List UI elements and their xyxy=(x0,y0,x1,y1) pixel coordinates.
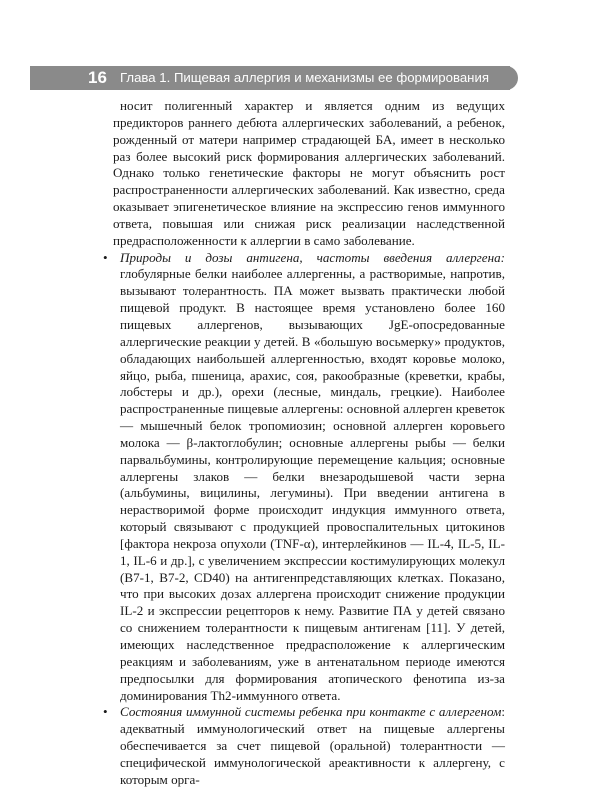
bullet-text-antigen: глобулярные белки наиболее аллергенны, а растворимые, напротив, вызывают толерантность. ПА может вызвать практически любой пищевой продукт. В настоящее время установлено более 160 пищевых аллергенов, вызывающих JgE-опосредованные аллергические реакции у детей. В «большую восьмерку» продуктов, обладающих наибольшей аллергенностью, входят коровье молоко, яйцо, рыба, пшеница, арахис, соя, ракообразные (креветки, крабы, лобстеры и др.), орехи (лесные, миндаль, грецкие). Наиболее распространенные пищевые аллергены: основной аллерген креветок — мышечный белок тропомиозин; основной аллерген коровьего молока — β-лактоглобулин; основные аллергены рыбы — белки парвальбумины, контролирующие перемещение кальция; основные аллергены злаков — белки внезародышевой части зерна (альбумины, вицилины, легумины). При введении антигена в нерастворимой форме происходит индукция иммунного ответа, который связывают с продукцией провоспалительных цитокинов [фактора некроза опухоли (TNF-α), интерлейкинов — IL-4, IL-5, IL-1, IL-6 и др.], с увеличением экспрессии костимулирующих молекул (B7-1, B7-2, CD40) на антигенпредставляющих клетках. Показано, что при высоких дозах аллергена происходит снижение продукции IL-2 и экспрессии рецепторов к нему. Развитие ПА у детей связано со снижением толерантности к пищевым антигенам [11]. У детей, имеющих наследственное предрасположение к аллергическим реакциям и заболеваниям, уже в антенатальном периоде имеются предпосылки для формирования атопического фенотипа из-за доминирования Th2-иммунного ответа. xyxy=(120,266,505,703)
page-body xyxy=(103,98,505,789)
bullet-item-antigen xyxy=(103,249,505,705)
chapter-header-tab-tip xyxy=(506,66,518,90)
intro-paragraph: носит полигенный характер и является одним из ведущих предикторов раннего дебюта аллергических заболеваний, а ребенок, рожденный от матери например страдающей БА, имеет в несколько раз более высокий риск формирования аллергических заболеваний. Однако только генетические факторы не могут объяснить рост распространенности аллергических заболеваний. Как известно, среда оказывает эпигенетическое влияние на экспрессию генов иммунного ответа, повышая или снижая риск реализации наследственной предрасположенности к аллергии в само заболевание. xyxy=(113,98,505,248)
bullet-lead-immune-state: Состояния иммунной системы ребенка при контакте с аллергеном xyxy=(120,704,502,720)
bullet-item-immune-state xyxy=(103,704,505,788)
bullet-text-immune-state: : адекватный иммунологический ответ на пищевые аллергены обеспечивается за счет пищевой (оральной) толерантности — специфической иммунологической ареактивности к аллергену, с которым орга- xyxy=(120,704,505,787)
chapter-title: Глава 1. Пищевая аллергия и механизмы ее формирования xyxy=(120,70,489,85)
bullet-marker: • xyxy=(103,249,108,265)
bullet-lead-antigen: Природы и дозы антигена, частоты введения аллергена: xyxy=(120,249,505,265)
page-number: 16 xyxy=(88,68,107,87)
bullet-marker: • xyxy=(103,704,108,720)
